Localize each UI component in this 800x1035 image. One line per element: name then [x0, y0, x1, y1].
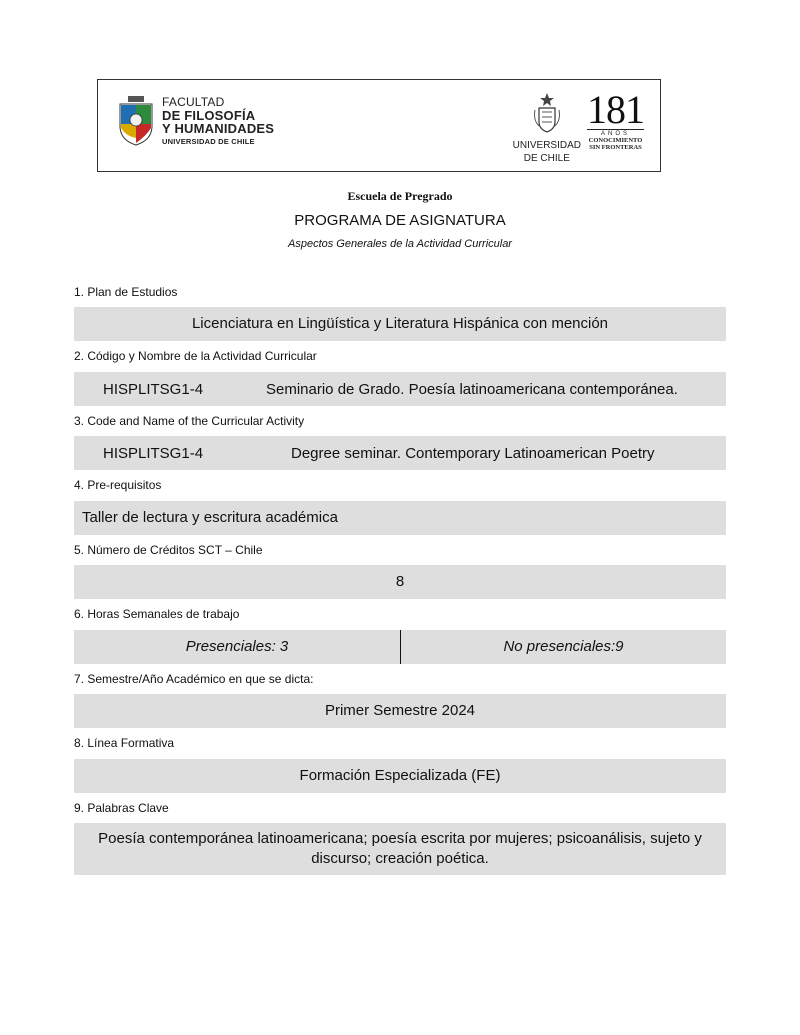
semestre-value: Primer Semestre 2024 [74, 694, 726, 728]
school-name: Escuela de Pregrado [347, 189, 453, 203]
linea-label: 8. Línea Formativa [74, 736, 175, 750]
plan-label: 1. Plan de Estudios [74, 285, 178, 299]
palabras-value: Poesía contemporánea latinoamericana; poesía escrita por mujeres; psicoanálisis, sujeto y discurso; creación poética. [74, 823, 726, 875]
codigo-field [74, 372, 726, 406]
faculty-logo-line: FACULTAD [162, 95, 225, 110]
horas-field [74, 630, 726, 664]
faculty-logo-line: Y HUMANIDADES [162, 121, 275, 137]
anniversary-anos: AÑOS [587, 129, 644, 137]
page-subtitle: Aspectos Generales de la Actividad Curricular [288, 238, 512, 250]
code-en-label: 3. Code and Name of the Curricular Activity [74, 414, 305, 428]
creditos-label: 5. Número de Créditos SCT – Chile [74, 543, 263, 557]
faculty-logo-line: DE FILOSOFÍA [162, 107, 256, 123]
faculty-shield-icon [118, 96, 154, 146]
code-en-code: HISPLITSG1-4 [103, 444, 204, 462]
anniversary-tagline: CONOCIMIENTO [588, 137, 643, 144]
codigo-code: HISPLITSG1-4 [103, 380, 204, 398]
university-logo [512, 87, 644, 164]
anniversary-number: 181 [587, 87, 644, 132]
faculty-logo-line: UNIVERSIDAD DE CHILE [162, 137, 255, 146]
creditos-value: 8 [74, 565, 726, 599]
prereq-label: 4. Pre-requisitos [74, 478, 162, 492]
plan-value: Licenciatura en Lingüística y Literatura Hispánica con mención [74, 307, 726, 341]
codigo-label: 2. Código y Nombre de la Actividad Curricular [74, 349, 317, 363]
faculty-logo [118, 96, 274, 146]
prereq-value: Taller de lectura y escritura académica [74, 501, 726, 535]
university-name-line: UNIVERSIDAD [512, 140, 581, 151]
code-en-name: Degree seminar. Contemporary Latinoamerican Poetry [291, 444, 655, 462]
code-en-field [74, 436, 726, 470]
semestre-label: 7. Semestre/Año Académico en que se dicta: [74, 672, 314, 686]
header-logos-box [97, 79, 661, 172]
page-title: PROGRAMA DE ASIGNATURA [294, 212, 506, 229]
horas-presenciales: Presenciales: 3 [74, 630, 401, 664]
anniversary-tagline: SIN FRONTERAS [589, 144, 642, 152]
codigo-name: Seminario de Grado. Poesía latinoamericana contemporánea. [266, 380, 678, 398]
university-name-line: DE CHILE [523, 152, 570, 164]
linea-value: Formación Especializada (FE) [74, 759, 726, 793]
palabras-label: 9. Palabras Clave [74, 801, 169, 815]
horas-label: 6. Horas Semanales de trabajo [74, 607, 240, 621]
university-emblem-icon [533, 92, 561, 134]
horas-no-presenciales: No presenciales:9 [503, 638, 624, 655]
